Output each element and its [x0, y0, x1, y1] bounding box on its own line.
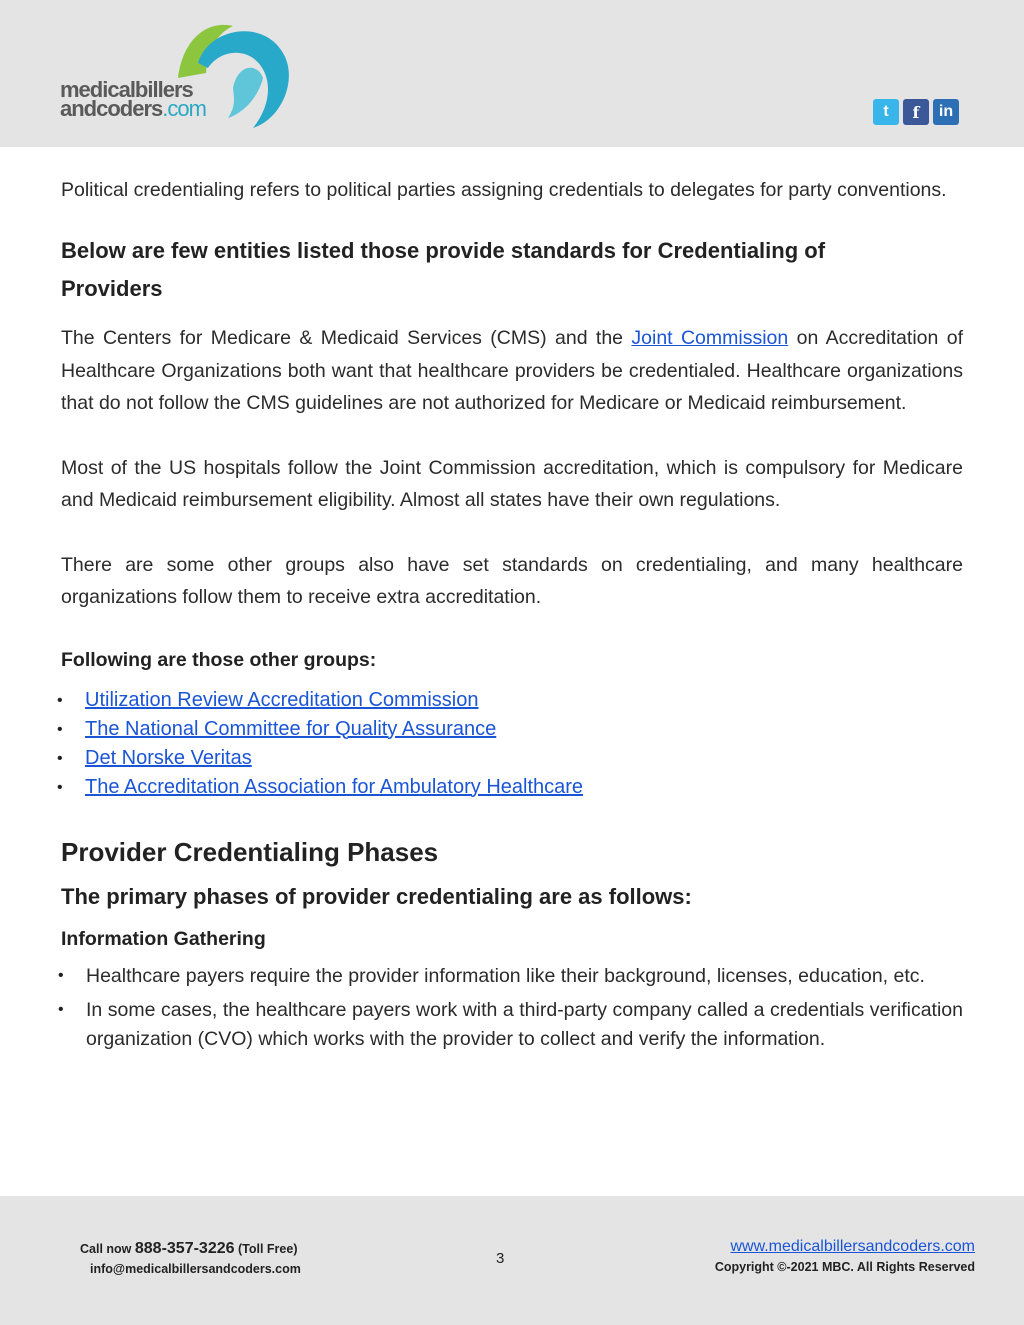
page-header — [0, 0, 1024, 147]
call-prefix: Call now — [80, 1242, 135, 1256]
other-groups-paragraph: There are some other groups also have set standards on credentialing, and many healthcare organizations follow them to receive extra accreditation. — [61, 553, 963, 608]
list-item: • Healthcare payers require the provider information like their background, licenses, education, etc. — [61, 962, 963, 991]
logo-line2: andcoders — [60, 96, 163, 121]
group-link[interactable]: Det Norske Veritas — [85, 746, 252, 769]
page-number: 3 — [496, 1250, 505, 1267]
logo-wordmark[interactable] — [60, 77, 206, 121]
entities-heading: Below are few entities listed those provide standards for Credentialing of Providers — [61, 238, 826, 301]
group-link[interactable]: Utilization Review Accreditation Commission — [85, 688, 479, 711]
page-footer — [0, 1196, 1024, 1325]
groups-list — [61, 686, 963, 802]
info-gathering-list — [61, 962, 963, 1054]
group-link[interactable]: The National Committee for Quality Assurance — [85, 717, 497, 740]
intro-paragraph: Political credentialing refers to political parties assigning credentials to delegates for party conventions. — [61, 179, 947, 201]
info-gathering-heading: Information Gathering — [61, 927, 266, 950]
list-item — [60, 715, 963, 744]
facebook-icon[interactable]: f — [903, 99, 929, 125]
list-item — [60, 686, 963, 715]
cms-text-before: The Centers for Medicare & Medicaid Services (CMS) and the — [61, 327, 632, 349]
copyright-text: Copyright ©-2021 MBC. All Rights Reserved — [714, 1260, 975, 1274]
page-content — [61, 174, 963, 1053]
linkedin-icon[interactable]: in — [933, 99, 959, 125]
twitter-icon[interactable]: t — [873, 99, 899, 125]
groups-heading: Following are those other groups: — [61, 648, 377, 671]
cms-paragraph — [61, 322, 963, 420]
hospitals-paragraph: Most of the US hospitals follow the Joint Commission accreditation, which is compulsory for Medicare and Medicaid reimbursement eligibility. Almost all states have their own regulations. — [61, 456, 963, 511]
list-item: • In some cases, the healthcare payers work with a third-party company called a credentials verification organization (CVO) which works with the provider to collect and verify the information. — [61, 996, 963, 1053]
joint-commission-link[interactable]: Joint Commission — [631, 327, 789, 349]
list-item — [60, 744, 963, 773]
logo-suffix: .com — [162, 96, 206, 121]
social-links — [873, 99, 959, 125]
website-link[interactable]: www.medicalbillersandcoders.com — [730, 1238, 975, 1255]
list-item — [60, 773, 963, 802]
footer-website — [700, 1238, 975, 1274]
cms-text-after: on Accreditation of Healthcare Organizations both want that healthcare providers be credentialed. Healthcare organizations that do not follow the CMS guidelines are not authorized for Medicare or Medicaid reimbursement. — [61, 327, 963, 414]
toll-free-label: (Toll Free) — [234, 1242, 298, 1256]
group-link[interactable]: The Accreditation Association for Ambulatory Healthcare — [85, 775, 584, 798]
logo-line1: medicalbillers — [60, 77, 193, 102]
phases-heading: Provider Credentialing Phases — [61, 836, 439, 867]
phases-subheading: The primary phases of provider credentialing are as follows: — [61, 883, 692, 909]
footer-contact — [80, 1240, 301, 1276]
phone-number[interactable]: 888-357-3226 — [134, 1240, 235, 1257]
footer-email[interactable]: info@medicalbillersandcoders.com — [90, 1262, 301, 1276]
